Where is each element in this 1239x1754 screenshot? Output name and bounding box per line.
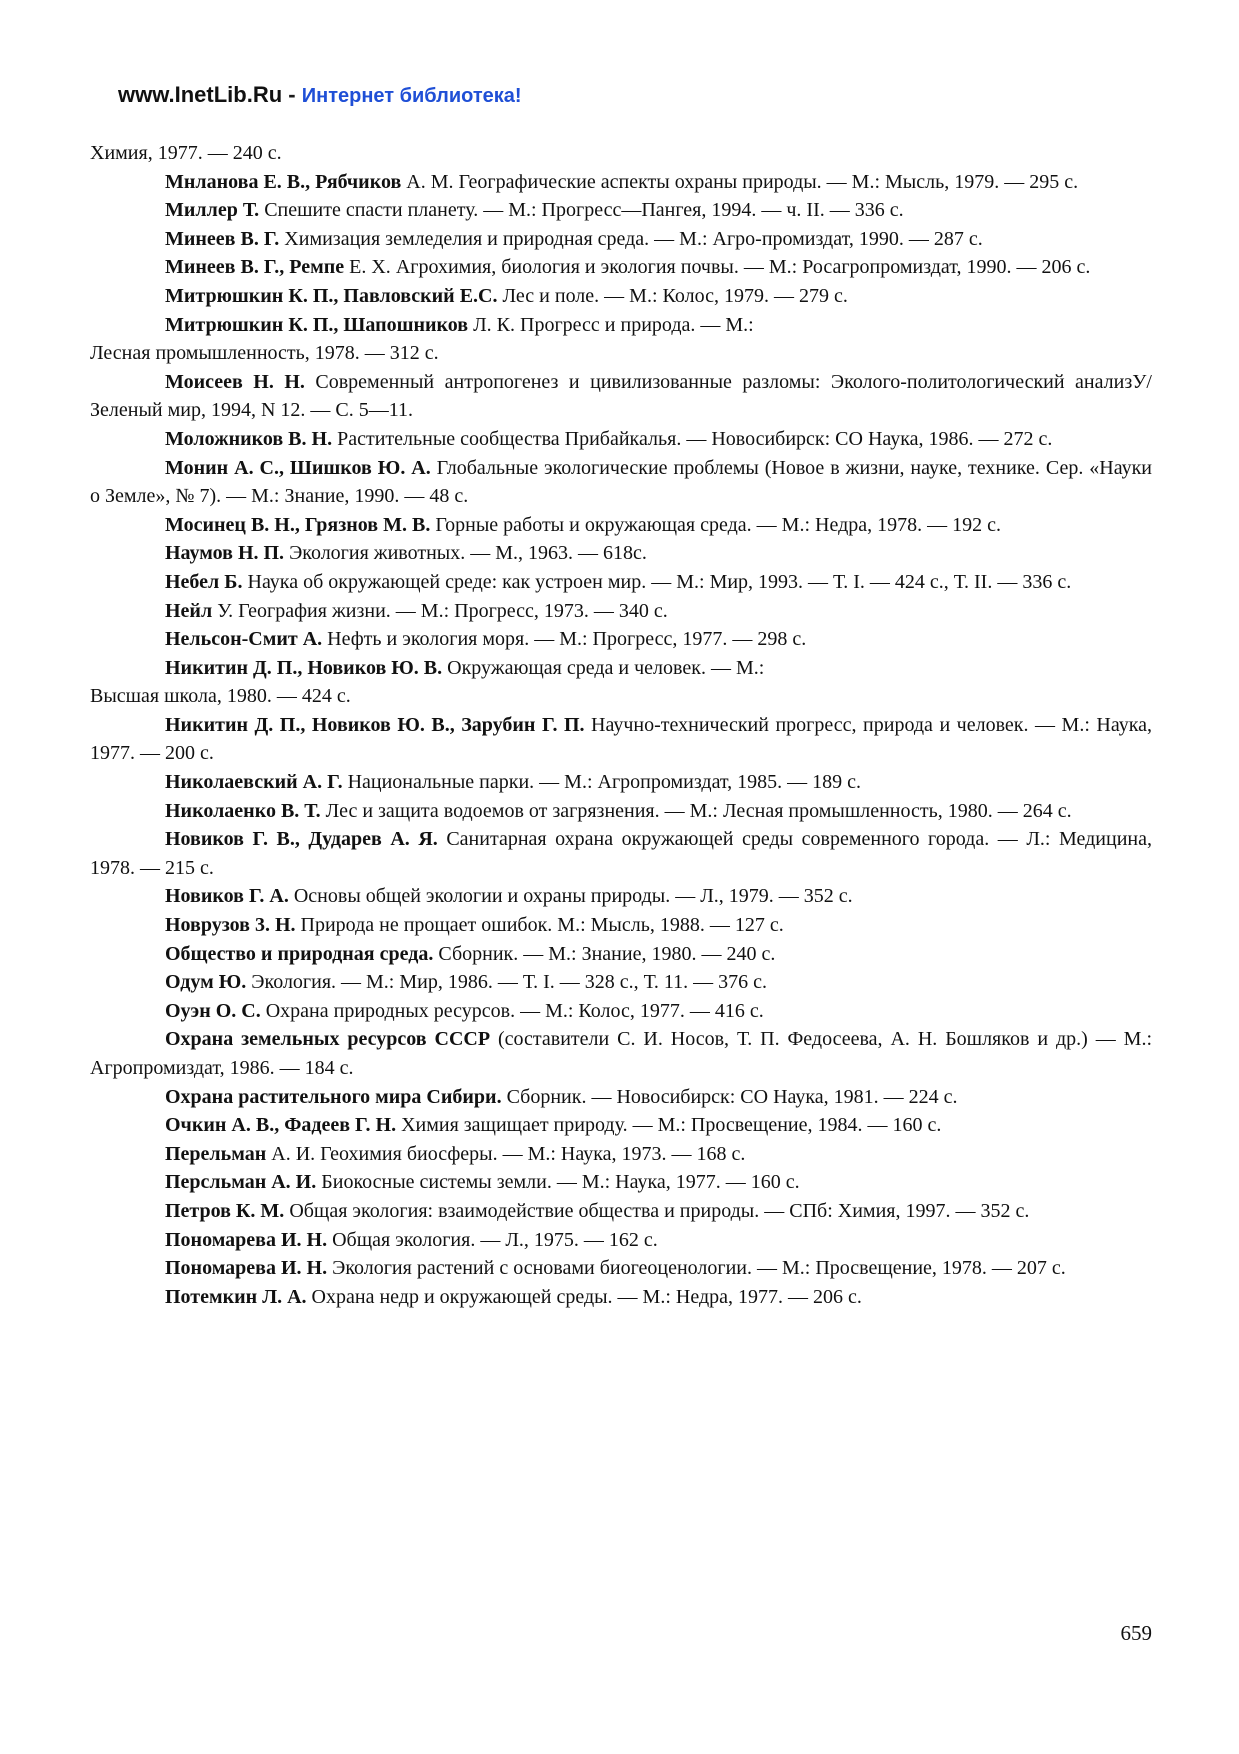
bibliography-entry: [90, 1226, 1152, 1255]
entry-author: Общество и природная среда.: [165, 942, 434, 965]
entry-text: Горные работы и окружающая среда. — М.: Недра, 1978. — 192 с.: [430, 513, 1001, 536]
entry-author-initials: Е. Х.: [344, 256, 391, 279]
bibliography-entry: [90, 968, 1152, 997]
bibliography-entry: [90, 1083, 1152, 1112]
entry-text: Экология растений с основами биогеоценологии. — М.: Просвещение, 1978. — 207 с.: [327, 1257, 1066, 1280]
entry-author-initials: У.: [212, 599, 234, 622]
entry-author: Пономарева И. Н.: [165, 1257, 328, 1280]
entry-text: Лес и поле. — М.: Колос, 1979. — 279 с.: [497, 284, 848, 307]
bibliography-entry: [90, 1197, 1152, 1226]
bibliography-entry: [90, 1254, 1152, 1283]
entry-author-initials: А. И.: [266, 1142, 316, 1165]
entry-text: Экология животных. — М., 1963. — 618с.: [284, 542, 647, 565]
entry-text: Основы общей экологии и охраны природы. — Л., 1979. — 352 с.: [288, 885, 853, 908]
entry-continuation: Высшая школа, 1980. — 424 с.: [90, 685, 351, 708]
entry-text: Лес и защита водоемов от загрязнения. — М.: Лесная промышленность, 1980. — 264 с.: [320, 799, 1072, 822]
entry-author: Николаенко В. Т.: [165, 799, 321, 822]
entry-text: Национальные парки. — М.: Агропромиздат, 1985. — 189 с.: [342, 771, 862, 794]
bibliography-entry: [90, 225, 1152, 254]
entry-author-initials: А. М.: [401, 170, 454, 193]
entry-author: Охрана земельных ресурсов СССР: [165, 1028, 491, 1051]
entry-text: Биокосные системы земли. — М.: Наука, 1977. — 160 с.: [316, 1171, 800, 1194]
bibliography-entry: [90, 368, 1152, 425]
entry-container: [90, 168, 1152, 1312]
bibliography-entry: [90, 911, 1152, 940]
entry-author: Монин А. С., Шишков Ю. А.: [165, 456, 431, 479]
page-number: 659: [1120, 1621, 1152, 1645]
entry-author: Перельман: [165, 1142, 267, 1165]
bibliography-entry: [90, 454, 1152, 511]
entry-text: Глобальные экологические проблемы (Новое в жизни, науке, технике. Сер. «Науки о Земле», № 7). — М.: Знание, 1990. — 48 с.: [90, 456, 1152, 508]
entry-author: Наумов Н. П.: [165, 542, 285, 565]
entry-text: Охрана природных ресурсов. — М.: Колос, 1977. — 416 с.: [260, 999, 764, 1022]
entry-author: Новиков Г. В., Дударев А. Я.: [165, 828, 438, 851]
entry-author: Очкин А. В., Фадеев Г. Н.: [165, 1114, 397, 1137]
bibliography-entry: [90, 1140, 1152, 1169]
entry-text: Нефть и экология моря. — М.: Прогресс, 1977. — 298 с.: [322, 628, 807, 651]
entry-author: Нейл: [165, 599, 213, 622]
entry-text: Сборник. — М.: Знание, 1980. — 240 с.: [433, 942, 776, 965]
entry-text: Географические аспекты охраны природы. — М.: Мысль, 1979. — 295 с.: [453, 170, 1079, 193]
entry-author: Новиков Г. А.: [165, 885, 289, 908]
bibliography-entry: [90, 597, 1152, 626]
entry-author: Минеев В. Г., Ремпе: [165, 256, 345, 279]
bibliography-entry: [90, 711, 1152, 768]
entry-author: Митрюшкин К. П., Павловский Е.С.: [165, 284, 498, 307]
bibliography-entry: [90, 311, 1152, 340]
bibliography-entry: [90, 196, 1152, 225]
bibliography-entry: [90, 282, 1152, 311]
bibliography-entry: [90, 882, 1152, 911]
entry-author: Никитин Д. П., Новиков Ю. В.: [165, 656, 443, 679]
entry-text: География жизни. — М.: Прогресс, 1973. — 340 с.: [233, 599, 668, 622]
bibliography-entry: [90, 768, 1152, 797]
entry-text: Агрохимия, биология и экология почвы. — М.: Росагропромиздат, 1990. — 206 с.: [390, 256, 1091, 279]
entry-author: Одум Ю.: [165, 971, 247, 994]
entry-text: Растительные сообщества Прибайкалья. — Новосибирск: СО Наука, 1986. — 272 с.: [332, 427, 1053, 450]
header-tagline: Интернет библиотека!: [301, 85, 522, 107]
bibliography-entry: [90, 940, 1152, 969]
entry-author: Охрана растительного мира Сибири.: [165, 1085, 502, 1108]
bibliography-entry: [90, 825, 1152, 882]
entry-author: Мосинец В. Н., Грязнов М. В.: [165, 513, 431, 536]
entry-text: Охрана недр и окружающей среды. — М.: Недра, 1977. — 206 с.: [306, 1285, 862, 1308]
entry-author: Минеев В. Г.: [165, 227, 280, 250]
entry-author: Петров К. М.: [165, 1199, 285, 1222]
entry-text: Спешите спасти планету. — М.: Прогресс—Пангея, 1994. — ч. II. — 336 с.: [259, 199, 904, 222]
entry-text: (составители С. И. Носов, Т. П. Федосеева, А. Н. Бошляков и др.) — М.: Агропромиздат, 1986. — 184 с.: [90, 1028, 1153, 1079]
bibliography-entry: [90, 168, 1152, 197]
continued-entry: Химия, 1977. — 240 с.: [90, 142, 282, 164]
bibliography-entry: [90, 511, 1152, 540]
entry-author: Новрузов 3. Н.: [165, 914, 296, 937]
entry-text: Прогресс и природа. — М.:: [515, 313, 754, 336]
bibliography-entry: [90, 1168, 1152, 1197]
bibliography-entry: [90, 1111, 1152, 1140]
bibliography-entry: [90, 654, 1152, 683]
bibliography-entry: [90, 253, 1152, 282]
entry-author: Митрюшкин К. П., Шапошников: [165, 313, 469, 336]
entry-text: Экология. — М.: Мир, 1986. — Т. I. — 328 с., Т. 11. — 376 с.: [246, 971, 767, 994]
entry-author: Николаевский А. Г.: [165, 771, 343, 794]
entry-author: Мнланова Е. В., Рябчиков: [165, 170, 402, 193]
entry-text: Природа не прощает ошибок. М.: Мысль, 1988. — 127 с.: [295, 914, 784, 937]
bibliography-entry: [90, 1025, 1152, 1082]
entry-author-initials: Л. К.: [468, 313, 516, 336]
entry-text: Общая экология: взаимодействие общества и природы. — СПб: Химия, 1997. — 352 с.: [284, 1199, 1030, 1222]
entry-author: Небел Б.: [165, 570, 243, 593]
page-header: [118, 82, 522, 108]
entry-author: Персльман А. И.: [165, 1171, 317, 1194]
entry-text: Окружающая среда и человек. — М.:: [442, 656, 765, 679]
entry-author: Моложников В. Н.: [165, 427, 333, 450]
entry-text: Сборник. — Новосибирск: СО Наука, 1981. — 224 с.: [501, 1085, 958, 1108]
bibliography-entry: [90, 625, 1152, 654]
bibliography-entry: [90, 797, 1152, 826]
entry-author: Моисеев Н. Н.: [165, 370, 305, 393]
entry-text: Санитарная охрана окружающей среды современного города. — Л.: Медицина, 1978. — 215 с.: [90, 828, 1152, 879]
entry-text: Научно-технический прогресс, природа и человек. — М.: Наука, 1977. — 200 с.: [90, 713, 1152, 765]
entry-text: Современный антропогенез и цивилизованные разломы: Эколого-политологический анализУ/Зеленый мир, 1994, N 12. — С. 5—11.: [90, 370, 1152, 422]
bibliography-entry: [90, 997, 1152, 1026]
site-link[interactable]: www.InetLib.Ru: [118, 82, 283, 107]
entry-text: Геохимия биосферы. — М.: Наука, 1973. — 168 с.: [315, 1142, 746, 1165]
entry-author: Нельсон-Смит А.: [165, 628, 323, 651]
entry-author: Оуэн О. С.: [165, 999, 261, 1022]
entry-text: Химия защищает природу. — М.: Просвещение, 1984. — 160 с.: [396, 1114, 942, 1137]
bibliography-entry: [90, 568, 1152, 597]
bibliography-entry: [90, 539, 1152, 568]
entry-author: Миллер Т.: [165, 199, 260, 222]
entry-author: Никитин Д. П., Новиков Ю. В., Зарубин Г. П.: [165, 713, 585, 736]
bibliography-entry: [90, 1283, 1152, 1312]
entry-text: Химизация земледелия и природная среда. — М.: Агро-промиздат, 1990. — 287 с.: [279, 227, 983, 250]
bibliography-entry: [90, 425, 1152, 454]
entry-author: Пономарева И. Н.: [165, 1228, 328, 1251]
header-separator: -: [282, 82, 302, 107]
entry-continuation: Лесная промышленность, 1978. — 312 с.: [90, 342, 439, 365]
entry-text: Наука об окружающей среде: как устроен мир. — М.: Мир, 1993. — Т. I. — 424 с., Т. II. — 336 с.: [242, 570, 1072, 593]
entry-author: Потемкин Л. А.: [165, 1285, 307, 1308]
bibliography-list: [90, 139, 1152, 1311]
entry-text: Общая экология. — Л., 1975. — 162 с.: [327, 1228, 658, 1251]
